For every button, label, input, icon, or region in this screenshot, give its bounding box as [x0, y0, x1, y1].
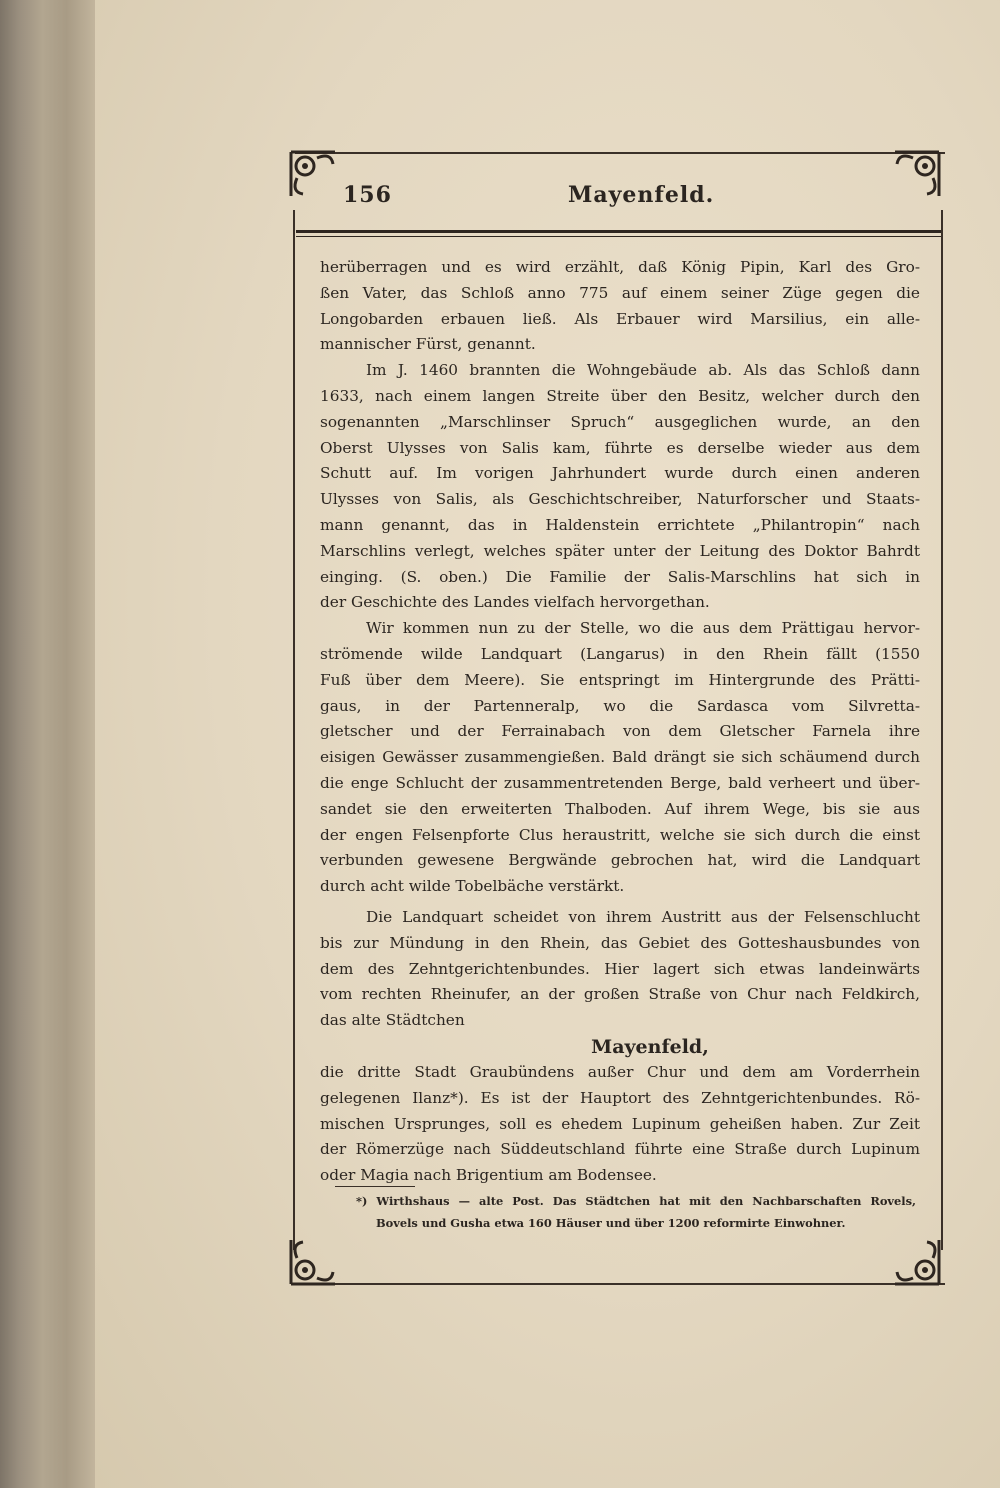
paragraph	[320, 358, 920, 616]
text-line: gelegenen Ilanz*). Es ist der Hauptort des Zehntgerichtenbundes. Rö-	[320, 1088, 920, 1107]
paragraph	[320, 616, 920, 900]
text-line: mischen Ursprunges, soll es ehedem Lupinum geheißen haben. Zur Zeit	[320, 1114, 920, 1133]
footnote-rule	[335, 1186, 415, 1187]
text-line: ßen Vater, das Schloß anno 775 auf einem seiner Züge gegen die	[320, 283, 920, 302]
text-line: Marschlins verlegt, welches später unter der Leitung des Doktor Bahrdt	[320, 541, 920, 560]
text-line: Ulysses von Salis, als Geschichtschreiber, Naturforscher und Staats-	[320, 490, 920, 509]
text-line: herüberragen und es wird erzählt, daß König Pipin, Karl des Gro-	[320, 258, 920, 276]
text-line: sogenannten „Marschlinser Spruch“ ausgeglichen wurde, an den	[320, 412, 920, 431]
text-line: Die Landquart scheidet von ihrem Austritt aus der Felsenschlucht	[366, 907, 920, 926]
text-line: vom rechten Rheinufer, an der großen Straße von Chur nach Feldkirch,	[320, 985, 920, 1004]
text-line: gletscher und der Ferrainabach von dem Gletscher Farnela ihre	[320, 722, 920, 741]
text-line: Oberst Ulysses von Salis kam, führte es derselbe wieder aus dem	[320, 438, 920, 457]
text-line: Longobarden erbauen ließ. Als Erbauer wird Marsilius, ein alle-	[320, 309, 920, 328]
text-line: sandet sie den erweiterten Thalboden. Auf ihrem Wege, bis sie aus	[320, 799, 920, 818]
footnote	[356, 1190, 916, 1234]
text-line: eisigen Gewässer zusammengießen. Bald drängt sie sich schäumend durch	[320, 748, 920, 767]
text-line: Fuß über dem Meere). Sie entspringt im Hintergrunde des Prätti-	[320, 670, 920, 689]
header-rule	[296, 230, 941, 233]
frame-bottom-rule	[295, 1283, 945, 1285]
text-line: verbunden gewesene Bergwände gebrochen hat, wird die Landquart	[320, 851, 920, 870]
body-text	[320, 255, 920, 1189]
text-line: der engen Felsenpforte Clus heraustritt, welche sie sich durch die einst	[320, 825, 920, 844]
frame-right-rule	[941, 210, 943, 1250]
text-line: bis zur Mündung in den Rhein, das Gebiet des Gotteshausbundes von	[320, 933, 920, 952]
paragraph	[320, 1060, 920, 1189]
paragraph	[320, 255, 920, 358]
paragraph	[320, 905, 920, 1034]
text-line: einging. (S. oben.) Die Familie der Salis-Marschlins hat sich in	[320, 567, 920, 586]
text-line: mannischer Fürst, genannt.	[320, 335, 536, 354]
text-line: die enge Schlucht der zusammentretenden Berge, bald verheert und über-	[320, 773, 920, 792]
frame-left-rule	[293, 210, 295, 1250]
text-line: Schutt auf. Im vorigen Jahrhundert wurde durch einen anderen	[320, 464, 920, 483]
header-rule-thin	[296, 236, 941, 237]
text-line: Im J. 1460 brannten die Wohngebäude ab. Als das Schloß dann	[366, 361, 920, 380]
footnote-line: *) Wirthshaus — alte Post. Das Städtchen hat mit den Nachbarschaften Rovels,	[356, 1194, 916, 1208]
text-line: 1633, nach einem langen Streite über den Besitz, welcher durch den	[320, 386, 920, 405]
running-title: Mayenfeld.	[568, 182, 715, 208]
text-line: strömende wilde Landquart (Langarus) in den Rhein fällt (1550	[320, 644, 920, 663]
section-heading: Mayenfeld,	[591, 1035, 709, 1058]
text-line: dem des Zehntgerichtenbundes. Hier lagert sich etwas landeinwärts	[320, 959, 920, 978]
frame-top-rule	[295, 152, 945, 154]
text-line: die dritte Stadt Graubündens außer Chur und dem am Vorderrhein	[320, 1062, 920, 1081]
text-line: Wir kommen nun zu der Stelle, wo die aus dem Prättigau hervor-	[366, 619, 920, 638]
text-line: der Geschichte des Landes vielfach hervorgethan.	[320, 593, 710, 612]
text-line: durch acht wilde Tobelbäche verstärkt.	[320, 877, 625, 896]
page-number: 156	[343, 182, 392, 208]
corner-ornament-icon	[891, 1236, 943, 1288]
corner-ornament-icon	[287, 148, 339, 200]
footnote-line: Bovels und Gusha etwa 160 Häuser und über 1200 reformirte Einwohner.	[376, 1216, 846, 1230]
text-line: oder Magia nach Brigentium am Bodensee.	[320, 1166, 657, 1185]
text-line: gaus, in der Partenneralp, wo die Sardasca vom Silvretta-	[320, 696, 920, 715]
text-line: mann genannt, das in Haldenstein errichtete „Philantropin“ nach	[320, 515, 920, 534]
book-edge	[0, 0, 95, 1488]
text-line: der Römerzüge nach Süddeutschland führte eine Straße durch Lupinum	[320, 1140, 920, 1159]
corner-ornament-icon	[287, 1236, 339, 1288]
text-line: das alte Städtchen	[320, 1011, 465, 1030]
corner-ornament-icon	[891, 148, 943, 200]
